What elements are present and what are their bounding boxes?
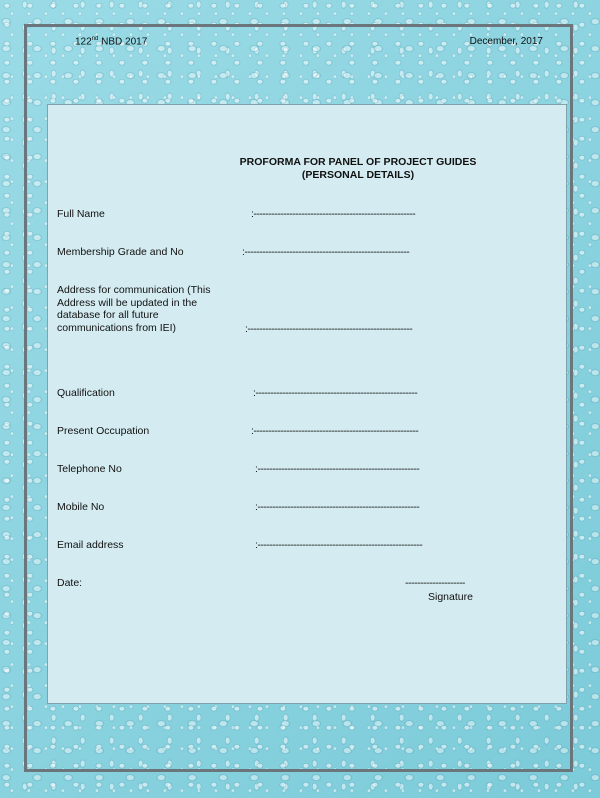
- address-label-line-2: Address will be updated in the: [57, 296, 198, 309]
- telephone-line[interactable]: :------------------------------------------------------: [255, 463, 420, 475]
- qualification-line[interactable]: :------------------------------------------------------: [253, 387, 418, 399]
- telephone-label: Telephone No: [57, 463, 122, 475]
- header-date: December, 2017: [469, 36, 543, 47]
- form-subtitle: (PERSONAL DETAILS): [301, 169, 415, 181]
- qualification-label: Qualification: [57, 387, 115, 399]
- address-line[interactable]: :-------------------------------------------------------: [245, 323, 413, 335]
- occupation-label: Present Occupation: [57, 425, 150, 437]
- mobile-line[interactable]: :------------------------------------------------------: [255, 501, 420, 513]
- header-edition: 122nd NBD 2017: [75, 36, 148, 48]
- date-label: Date:: [57, 577, 83, 589]
- membership-label: Membership Grade and No: [57, 246, 184, 258]
- address-label-line-3: database for all future: [57, 309, 159, 321]
- signature-label: Signature: [428, 591, 473, 603]
- full-name-label: Full Name: [57, 208, 105, 220]
- email-line[interactable]: :-------------------------------------------------------: [255, 539, 423, 551]
- address-label-line-4: communications from IEI): [57, 321, 177, 334]
- address-label-line-1: Address for communication (This: [57, 284, 211, 296]
- membership-line[interactable]: :-------------------------------------------------------: [242, 246, 410, 258]
- mobile-label: Mobile No: [57, 501, 105, 513]
- email-label: Email address: [57, 539, 124, 551]
- form-title: PROFORMA FOR PANEL OF PROJECT GUIDES: [239, 156, 477, 168]
- occupation-line[interactable]: :-------------------------------------------------------: [251, 425, 419, 437]
- proforma-form: [47, 104, 567, 704]
- full-name-line[interactable]: :------------------------------------------------------: [251, 208, 416, 220]
- signature-line[interactable]: --------------------: [405, 577, 465, 589]
